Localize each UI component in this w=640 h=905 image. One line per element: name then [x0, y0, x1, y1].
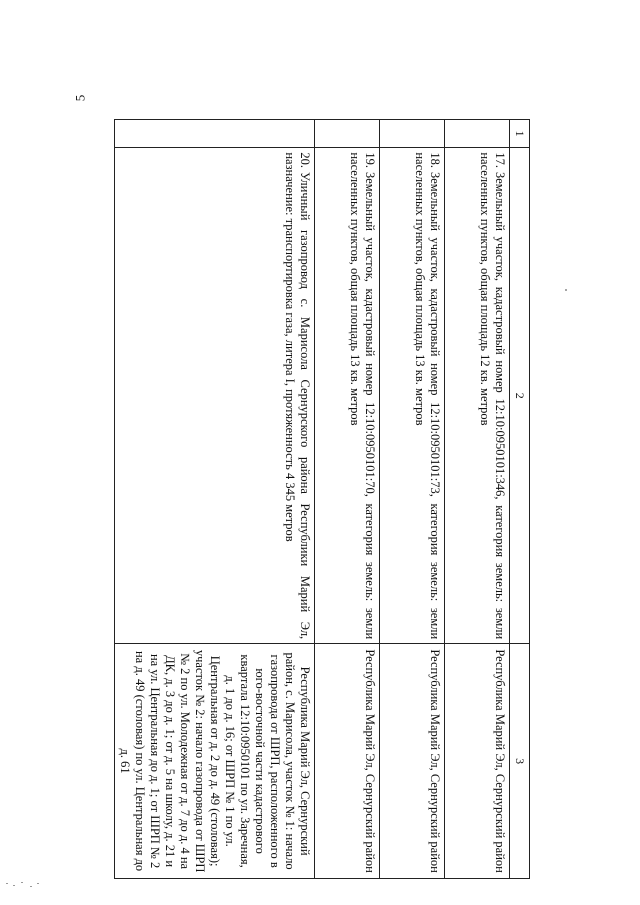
row-number: 18. — [428, 152, 442, 168]
description-cell — [115, 148, 315, 644]
location-cell: Республика Марий Эл, Сернурский район — [315, 644, 380, 879]
page-number: 5 — [72, 94, 88, 102]
location-cell: Республика Марий Эл, Сернурский район — [380, 644, 445, 879]
header-col-3: 3 — [510, 644, 530, 879]
header-col-2: 2 — [510, 148, 530, 644]
property-table — [114, 119, 530, 879]
location-cell: Республика Марий Эл, Сернурский район — [445, 644, 510, 879]
index-cell — [445, 120, 510, 148]
row-number: 19. — [363, 152, 377, 168]
description-cell — [315, 148, 380, 644]
row-number: 17. — [493, 152, 507, 168]
table-row — [115, 120, 315, 879]
location-cell: Республика Марий Эл, Сернурский район, с. Марисола, участок № 1: начало газопровода от ШРП, расположенного в юго-восточной части кадастрового квартала 12:10:0950101 по ул. Заречная, д. 1 до д. 16; от ШРП № 1 по ул. Центральная от д. 2 до д. 49 (столовая); участок № 2: начало газопровода от ШРП № 2 по ул. Молодежная от д. 7 до д. 4 на ДК, д. 3 до д. 1; от д. 5 на школу, д. 21 и на ул. Центральная до д. 1; от ШРП № 2 на д. 49 (столовая) по ул. Центральная до д. 61 — [115, 644, 315, 879]
table-header-row — [510, 120, 530, 879]
header-col-1: 1 — [510, 120, 530, 148]
row-description: Земельный участок, кадастровый номер 12:10:0950101:70, категория земель: земли населенных пунктов, общая площадь 13 кв. метров — [348, 152, 377, 640]
rotated-sheet — [110, 119, 530, 879]
table-row — [445, 120, 510, 879]
index-cell — [380, 120, 445, 148]
scan-noise — [4, 880, 44, 890]
index-cell — [115, 120, 315, 148]
scan-speck — [565, 289, 567, 291]
table-row — [315, 120, 380, 879]
index-cell — [315, 120, 380, 148]
row-description: Уличный газопровод с. Марисола Сернурского района Республики Марий Эл, назначение: транспортировка газа, литера I, протяженность 4 345 метров — [283, 152, 312, 640]
row-number: 20. — [298, 152, 312, 168]
row-description: Земельный участок, кадастровый номер 12:10:0950101:73, категория земель: земли населенных пунктов, общая площадь 13 кв. метров — [413, 152, 442, 640]
row-description: Земельный участок, кадастровый номер 12:10:0950101:346, категория земель: земли населенных пунктов, общая площадь 12 кв. метров — [478, 152, 507, 640]
description-cell — [445, 148, 510, 644]
table-row — [380, 120, 445, 879]
description-cell — [380, 148, 445, 644]
